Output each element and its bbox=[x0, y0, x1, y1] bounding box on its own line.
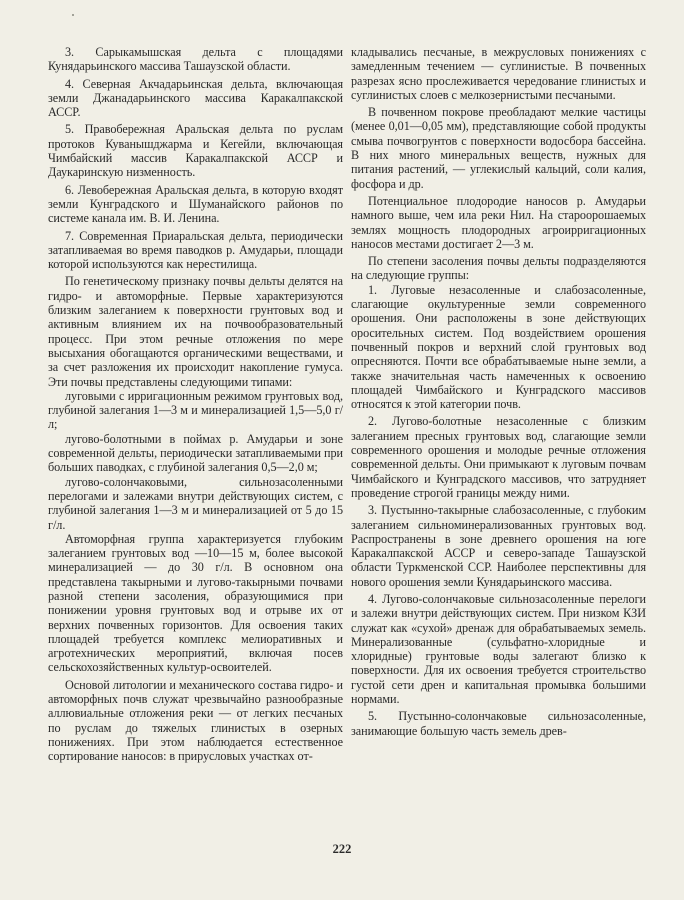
paragraph: 6. Левобережная Аральская дельта, в которую входят земли Кунградского и Шуманайского районов по системе канала им. В. И. Ленина. bbox=[48, 182, 343, 226]
paragraph: 7. Современная Приаральская дельта, периодически затапливаемая во время паводков р. Амударьи, площади которой используются как нерестилища. bbox=[48, 228, 343, 272]
paragraph: 2. Лугово-болотные незасоленные с близким залеганием пресных грунтовых вод, слагающие земли современного орошения и молодые речные отложения современной дельты. Они примыкают к луговым почвам Чимбайского и Кунградского массивов, что затрудняет проведение строгой границы между ними. bbox=[351, 414, 646, 500]
paragraph: кладывались песчаные, в межрусловых понижениях с замедленным течением — суглинистые. В почвенных разрезах ясно прослеживается чередование глинистых и суглинистых слоев с мелкозернистыми песчаными. bbox=[351, 45, 646, 102]
paragraph: 1. Луговые незасоленные и слабозасоленные, слагающие окультуренные земли современного орошения. Они расположены в зоне действующих оросительных систем. Под воздействием орошения почвенный покров и верхний слой грунтовых вод опресняются. Почти все обрабатываемые ныне земли, а также значительная часть намеченных к освоению площадей Чимбайского и Кунградского массивов относятся к этой категории почв. bbox=[351, 282, 646, 412]
paragraph: 3. Сарыкамышская дельта с площадями Кунядарьинского массива Ташаузской области. bbox=[48, 45, 343, 74]
print-speck bbox=[72, 14, 74, 16]
paragraph: 4. Северная Акчадарьинская дельта, включающая земли Джанадарьинского массива Каракалпакской АССР. bbox=[48, 76, 343, 120]
paragraph: 5. Пустынно-солончаковые сильнозасоленные, занимающие большую часть земель древ- bbox=[351, 709, 646, 738]
paragraph: лугово-болотными в поймах р. Амударьи и зоне современной дельты, периодически затапливаемыми при больших паводках, с глубиной залегания 0,5—2,0 м; bbox=[48, 431, 343, 475]
paragraph: Потенциальное плодородие наносов р. Амударьи намного выше, чем ила реки Нил. На староорошаемых землях мощность плодородных агроирригационных наносов местами достигает 2—3 м. bbox=[351, 193, 646, 251]
right-column bbox=[351, 45, 646, 738]
paragraph: В почвенном покрове преобладают мелкие частицы (менее 0,01—0,05 мм), представляющие собой продукты смыва почвогрунтов с поверхности водосбора бассейна. В них много минеральных веществ, нужных для питания растений, — углекислый кальций, соли калия, фосфора и др. bbox=[351, 105, 646, 191]
paragraph: луговыми с ирригационным режимом грунтовых вод, глубиной залегания 1—3 м и минерализацией 1,5—5,0 г/л; bbox=[48, 388, 343, 432]
left-column bbox=[48, 45, 343, 764]
paragraph: Автоморфная группа характеризуется глубоким залеганием грунтовых вод —10—15 м, более высокой минерализацией — до 30 г/л. В основном она представлена такырными и лугово-такырными почвами разной степени засоления, образующимися при понижении уровня грунтовых вод и отрыве их от верхних почвенных горизонтов. Для освоения таких площадей требуется комплекс мелиоративных и агротехнических мероприятий, включая посев сельскохозяйственных культур-освоителей. bbox=[48, 531, 343, 675]
page-number: 222 bbox=[332, 842, 352, 856]
paragraph: лугово-солончаковыми, сильнозасоленными перелогами и залежами внутри действующих систем, с глубиной залегания 1—3 м и минерализацией от 5 до 15 г/л. bbox=[48, 474, 343, 532]
paragraph: 3. Пустынно-такырные слабозасоленные, с глубоким залеганием сильноминерализованных грунтовых вод. Распространены в зоне древнего орошения на юге Каракалпакской АССР и северо-западе Ташаузской области Туркменской ССР. Наиболее перспективны для нового орошения земли Кунядарьинского массива. bbox=[351, 503, 646, 589]
paragraph: По степени засоления почвы дельты подразделяются на следующие группы: bbox=[351, 254, 646, 283]
paragraph: 5. Правобережная Аральская дельта по руслам протоков Куванышджарма и Кегейли, включающая Чимбайский массив Каракалпакской АССР и Даукаринскую низменность. bbox=[48, 122, 343, 180]
paragraph: Основой литологии и механического состава гидро- и автоморфных почв служат чрезвычайно разнообразные аллювиальные отложения реки — от легких песчаных по руслам до тяжелых глинистых в озерных понижениях. При этом наблюдается естественное сортирование наносов: в прирусловых участках от- bbox=[48, 677, 343, 764]
paragraph: 4. Лугово-солончаковые сильнозасоленные перелоги и залежи внутри действующих систем. При низком КЗИ служат как «сухой» дренаж для обрабатываемых земель. Минерализованные (сульфатно-хлоридные и хлоридные) грунтовые воды залегают близко к поверхности. Для их освоения требуется строительство густой сети дрен и капитальная промывка большими нормами. bbox=[351, 591, 646, 707]
paragraph: По генетическому признаку почвы дельты делятся на гидро- и автоморфные. Первые характеризуются близким залеганием к поверхности грунтовых вод и активным влиянием их на почвообразовательный процесс. При этом речные отложения по мере высыхания обогащаются органическими веществами, и за счет разложения их происходит накопление гумуса. Эти почвы представлены следующими типами: bbox=[48, 274, 343, 389]
